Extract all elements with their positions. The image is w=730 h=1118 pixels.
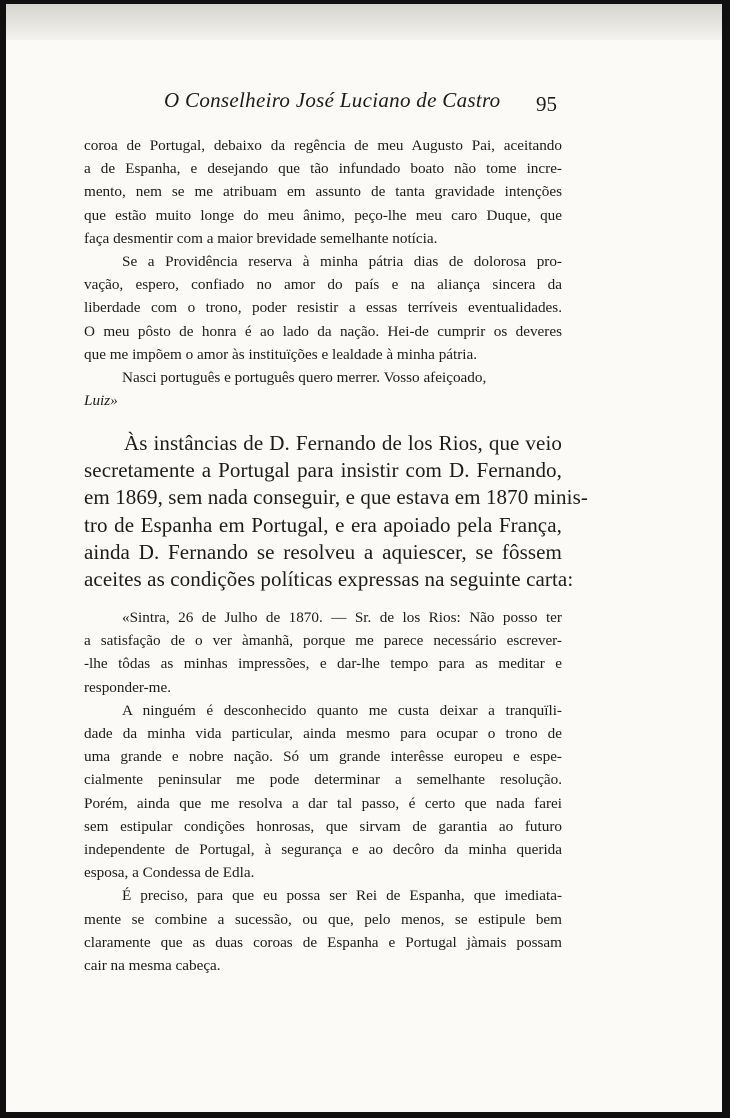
text-line: uma grande e nobre nação. Só um grande interêsse europeu e espe- xyxy=(84,748,562,766)
text-line: faça desmentir com a maior brevidade semelhante notícia. xyxy=(84,229,438,247)
letter-sintra xyxy=(84,606,562,977)
scan-edge xyxy=(6,4,722,40)
narrative-paragraph xyxy=(84,430,588,593)
letter-continuation xyxy=(84,134,562,412)
text-line: que me impõem o amor às instituïções e lealdade à minha pátria. xyxy=(84,345,478,363)
text-line: a satisfação de o ver àmanhã, porque me parece necessário escrever- xyxy=(84,632,562,650)
text-line: ainda D. Fernando se resolveu a aquiescer, se fôssem xyxy=(84,539,562,564)
text-line: -lhe tôdas as minhas impressões, e dar-lhe tempo para as meditar e xyxy=(84,655,562,673)
page-number: 95 xyxy=(536,92,557,116)
book-page xyxy=(6,4,722,1112)
text-line: mente se combine a sucessão, ou que, pelo menos, se estipule bem xyxy=(84,910,562,928)
text-line: Porém, ainda que me resolva a dar tal passo, é certo que nada farei xyxy=(84,794,562,812)
text-line: esposa, a Condessa de Edla. xyxy=(84,864,255,882)
text-line: cialmente peninsular me pode determinar a semelhante resolução. xyxy=(84,771,562,789)
text-line: claramente que as duas coroas de Espanha e Portugal jàmais possam xyxy=(84,933,562,951)
text-line: «Sintra, 26 de Julho de 1870. — Sr. de los Rios: Não posso ter xyxy=(122,609,562,626)
text-line: cair na mesma cabeça. xyxy=(84,957,221,975)
text-line: liberdade com o trono, poder resistir a essas terríveis eventualidades. xyxy=(84,299,562,317)
text-line: Nasci português e português quero merrer. Vosso afeiçoado, xyxy=(122,369,487,387)
text-line: O meu pôsto de honra é ao lado da nação. Hei-de cumprir os deveres xyxy=(84,322,562,340)
text-line: A ninguém é desconhecido quanto me custa deixar a tranquïli- xyxy=(122,701,562,719)
text-line: independente de Portugal, à segurança e ao decôro da minha querida xyxy=(84,841,562,859)
text-line: coroa de Portugal, debaixo da regência de meu Augusto Pai, aceitando xyxy=(84,137,562,154)
text-line: sem estipular condições honrosas, que sirvam de garantia ao futuro xyxy=(84,817,562,835)
text-line: Às instâncias de D. Fernando de los Rios, que veio xyxy=(124,431,562,455)
running-title: O Conselheiro José Luciano de Castro xyxy=(164,88,501,112)
text-line: mento, nem se me atribuam em assunto de tanta gravidade intenções xyxy=(84,183,562,201)
text-line: secretamente a Portugal para insistir com D. Fernando, xyxy=(84,458,562,483)
text-line: tro de Espanha em Portugal, e era apoiado pela França, xyxy=(84,512,562,537)
text-line: aceites as condições políticas expressas na seguinte carta: xyxy=(84,567,574,592)
text-line: É preciso, para que eu possa ser Rei de Espanha, que imediata- xyxy=(122,887,562,905)
text-line: Se a Providência reserva à minha pátria dias de dolorosa pro- xyxy=(122,253,562,271)
text-line: vação, espero, confiado no amor do país e na aliança sincera da xyxy=(84,276,562,294)
text-line: que estão muito longe do meu ânimo, peço-lhe meu caro Duque, que xyxy=(84,206,562,224)
text-line: a de Espanha, e desejando que tão infundado boato não tome incre- xyxy=(84,160,562,178)
text-line: em 1869, sem nada conseguir, e que estava em 1870 minis- xyxy=(84,485,588,510)
signature: Luiz» xyxy=(84,392,118,410)
text-line: responder-me. xyxy=(84,678,171,696)
text-line: dade da minha vida particular, ainda mesmo para ocupar o trono de xyxy=(84,725,562,743)
